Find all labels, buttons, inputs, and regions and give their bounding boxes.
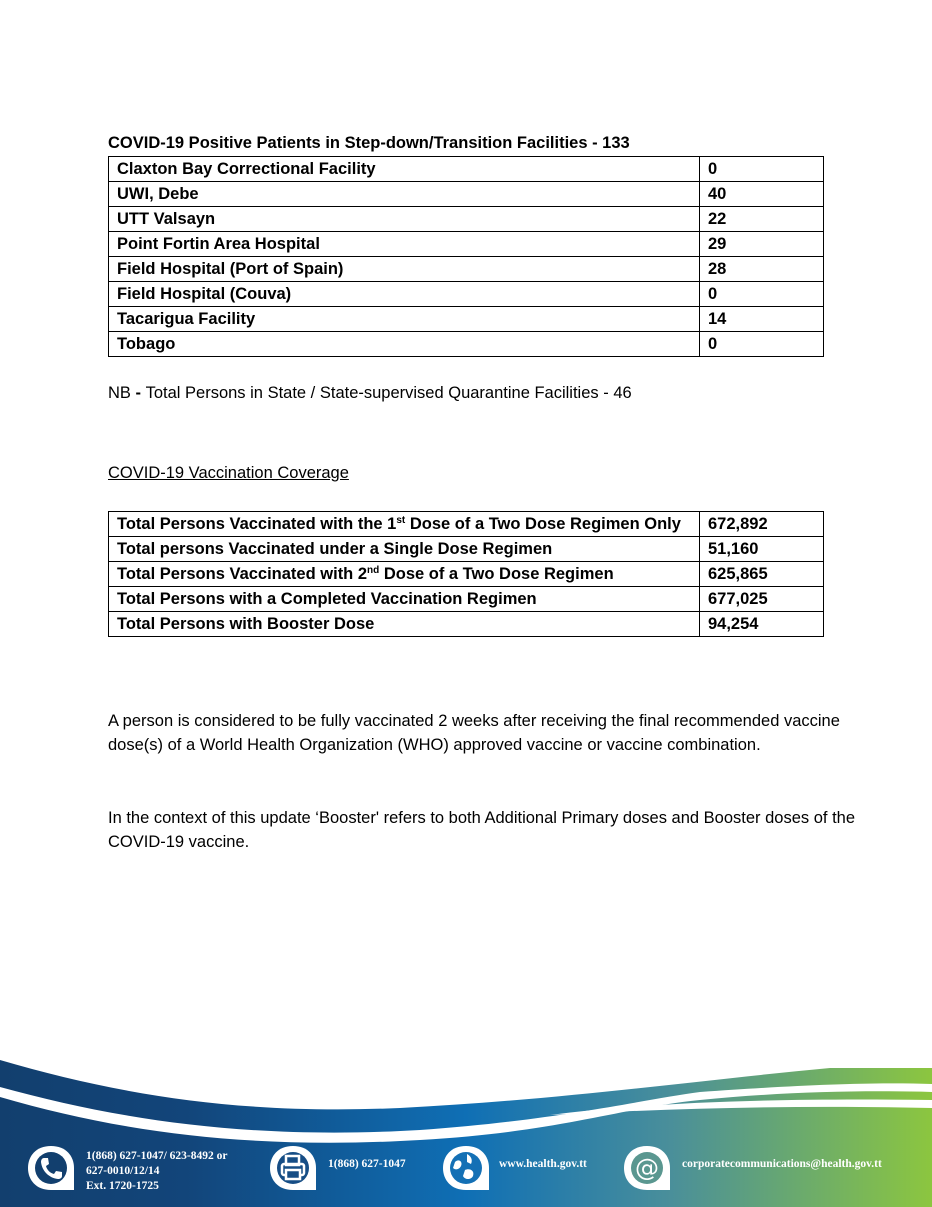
ordinal-suffix: nd xyxy=(367,565,380,576)
facility-count: 0 xyxy=(700,282,824,307)
facility-name: UWI, Debe xyxy=(109,182,700,207)
phone-icon xyxy=(26,1144,76,1192)
vaccination-label: Total Persons with a Completed Vaccination Regimen xyxy=(109,587,700,612)
ordinal-suffix: st xyxy=(396,515,406,526)
printer-icon xyxy=(268,1144,318,1192)
vaccination-label: Total Persons with Booster Dose xyxy=(109,612,700,637)
table-row xyxy=(109,512,824,537)
table-row xyxy=(109,157,824,182)
vaccination-label xyxy=(109,562,700,587)
table-row xyxy=(109,282,824,307)
footer-banner xyxy=(0,1040,932,1207)
facility-count: 28 xyxy=(700,257,824,282)
note-prefix: NB xyxy=(108,384,131,402)
phone-numbers xyxy=(86,1149,228,1194)
vaccination-label xyxy=(109,512,700,537)
facility-name: Point Fortin Area Hospital xyxy=(109,232,700,257)
website-link[interactable]: www.health.gov.tt xyxy=(499,1158,587,1170)
facility-name: Field Hospital (Couva) xyxy=(109,282,700,307)
vaccination-label: Total persons Vaccinated under a Single Dose Regimen xyxy=(109,537,700,562)
svg-text:@: @ xyxy=(635,1154,659,1182)
facilities-title: COVID-19 Positive Patients in Step-down/Transition Facilities - 133 xyxy=(108,134,630,152)
label-text: Total Persons Vaccinated with 2 xyxy=(117,565,368,583)
facility-count: 14 xyxy=(700,307,824,332)
facility-count: 0 xyxy=(700,157,824,182)
vaccination-count: 677,025 xyxy=(700,587,824,612)
label-text: Total Persons Vaccinated with the 1 xyxy=(117,515,397,533)
label-text: Dose of a Two Dose Regimen Only xyxy=(405,515,681,533)
fully-vaccinated-paragraph: A person is considered to be fully vaccinated 2 weeks after receiving the final recommended vaccine dose(s) of a World Health Organization (WHO) approved vaccine or vaccine combination. xyxy=(108,712,840,754)
fax-number: 1(868) 627-1047 xyxy=(328,1158,406,1170)
facility-count: 0 xyxy=(700,332,824,357)
facility-count: 29 xyxy=(700,232,824,257)
vaccination-heading: COVID-19 Vaccination Coverage xyxy=(108,464,349,482)
table-row xyxy=(109,232,824,257)
facility-name: Tacarigua Facility xyxy=(109,307,700,332)
phone-extension: Ext. 1720-1725 xyxy=(86,1180,159,1192)
table-row xyxy=(109,562,824,587)
phone-line: 1(868) 627-1047/ 623-8492 or xyxy=(86,1150,228,1162)
booster-definition-paragraph: In the context of this update ‘Booster' refers to both Additional Primary doses and Booster doses of the COVID-19 vaccine. xyxy=(108,809,856,851)
facility-count: 40 xyxy=(700,182,824,207)
phone-line: 627-0010/12/14 xyxy=(86,1165,160,1177)
note-text: Total Persons in State / State-supervised Quarantine Facilities - 46 xyxy=(145,384,632,402)
quarantine-note xyxy=(108,384,632,403)
table-row xyxy=(109,207,824,232)
table-row xyxy=(109,307,824,332)
note-dash: - xyxy=(130,384,146,402)
vaccination-count: 625,865 xyxy=(700,562,824,587)
facility-name: Tobago xyxy=(109,332,700,357)
table-row xyxy=(109,537,824,562)
table-row xyxy=(109,257,824,282)
table-row xyxy=(109,332,824,357)
vaccination-count: 51,160 xyxy=(700,537,824,562)
table-row xyxy=(109,587,824,612)
facility-name: UTT Valsayn xyxy=(109,207,700,232)
table-row xyxy=(109,182,824,207)
at-sign-icon xyxy=(622,1144,672,1192)
facility-count: 22 xyxy=(700,207,824,232)
email-link[interactable]: corporatecommunications@health.gov.tt xyxy=(682,1158,882,1170)
vaccination-count: 672,892 xyxy=(700,512,824,537)
vaccination-table xyxy=(108,511,824,637)
facility-name: Claxton Bay Correctional Facility xyxy=(109,157,700,182)
globe-icon xyxy=(441,1144,491,1192)
facility-name: Field Hospital (Port of Spain) xyxy=(109,257,700,282)
facilities-table xyxy=(108,156,824,357)
label-text: Dose of a Two Dose Regimen xyxy=(379,565,614,583)
table-row xyxy=(109,612,824,637)
vaccination-count: 94,254 xyxy=(700,612,824,637)
